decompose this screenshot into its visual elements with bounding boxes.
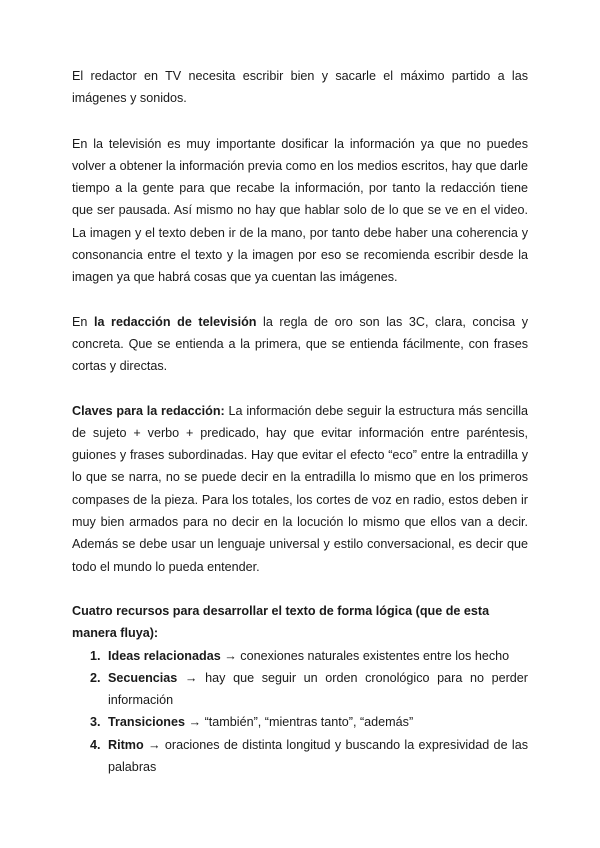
list-item-text: → conexiones naturales existentes entre los hecho: [220, 648, 510, 663]
paragraph-keys-text: La información debe seguir la estructura más sencilla de sujeto + verbo + predicado, hay que evitar información entre paréntesis, guiones y frases subordinadas. Hay que evitar el efecto “eco” entre la entradilla y lo que se narra, no se puede decir en la entradilla lo mismo que en los primeros compases de la pieza. Para los totales, los cortes de voz en radio, estos deben ir muy bien armados para no decir en la locución lo mismo que ellos van a decir. Además se debe usar un lenguaje universal y estilo conversacional, es decir que todo el mundo lo pueda entender.: [72, 403, 528, 574]
paragraph-keys: [72, 400, 528, 578]
list-item: [90, 667, 528, 712]
paragraph-golden-rule: [72, 311, 528, 378]
list-item-term: Ritmo: [108, 737, 144, 752]
paragraph-golden-rule-prefix: En: [72, 314, 94, 329]
list-item-term: Secuencias: [108, 670, 178, 685]
list-item-text: → oraciones de distinta longitud y buscando la expresividad de las palabras: [108, 737, 528, 775]
list-item: [90, 734, 528, 779]
list-item-number: 4.: [90, 737, 101, 752]
list-item: [90, 711, 528, 733]
list-heading: Cuatro recursos para desarrollar el texto de forma lógica (que de esta manera fluya):: [72, 603, 490, 641]
paragraph-keys-bold: Claves para la redacción:: [72, 403, 225, 418]
list-item-number: 3.: [90, 715, 101, 730]
list-item-term: Ideas relacionadas: [108, 648, 221, 663]
list-item: [90, 645, 528, 667]
list-item-term: Transiciones: [108, 715, 185, 730]
resources-list: [72, 645, 528, 779]
paragraph-golden-rule-bold: la redacción de televisión: [93, 314, 257, 329]
list-item-number: 1.: [90, 648, 101, 663]
list-item-text: → hay que seguir un orden cronológico para no perder información: [108, 670, 528, 708]
list-item-number: 2.: [90, 670, 101, 685]
paragraph-intro: El redactor en TV necesita escribir bien y sacarle el máximo partido a las imágenes y sonidos.: [72, 69, 528, 106]
list-item-text: → “también”, “mientras tanto”, “además”: [185, 715, 414, 730]
paragraph-golden-rule-suffix: la regla de oro son las 3C, clara, concisa y concreta. Que se entienda a la primera, que se entienda fácilmente, con frases cortas y directas.: [72, 314, 528, 374]
paragraph-television-dosing: En la televisión es muy importante dosificar la información ya que no puedes volver a obtener la información previa como en los medios escritos, hay que darle tiempo a la gente para que recabe la información, por tanto la redacción tiene que ser pausada. Así mismo no hay que hablar solo de lo que se ve en el video. La imagen y el texto deben ir de la mano, por tanto debe haber una coherencia y consonancia entre el texto y la imagen por eso se recomienda escribir desde la imagen ya que habrá cosas que ya cuentan las imágenes.: [72, 136, 528, 285]
